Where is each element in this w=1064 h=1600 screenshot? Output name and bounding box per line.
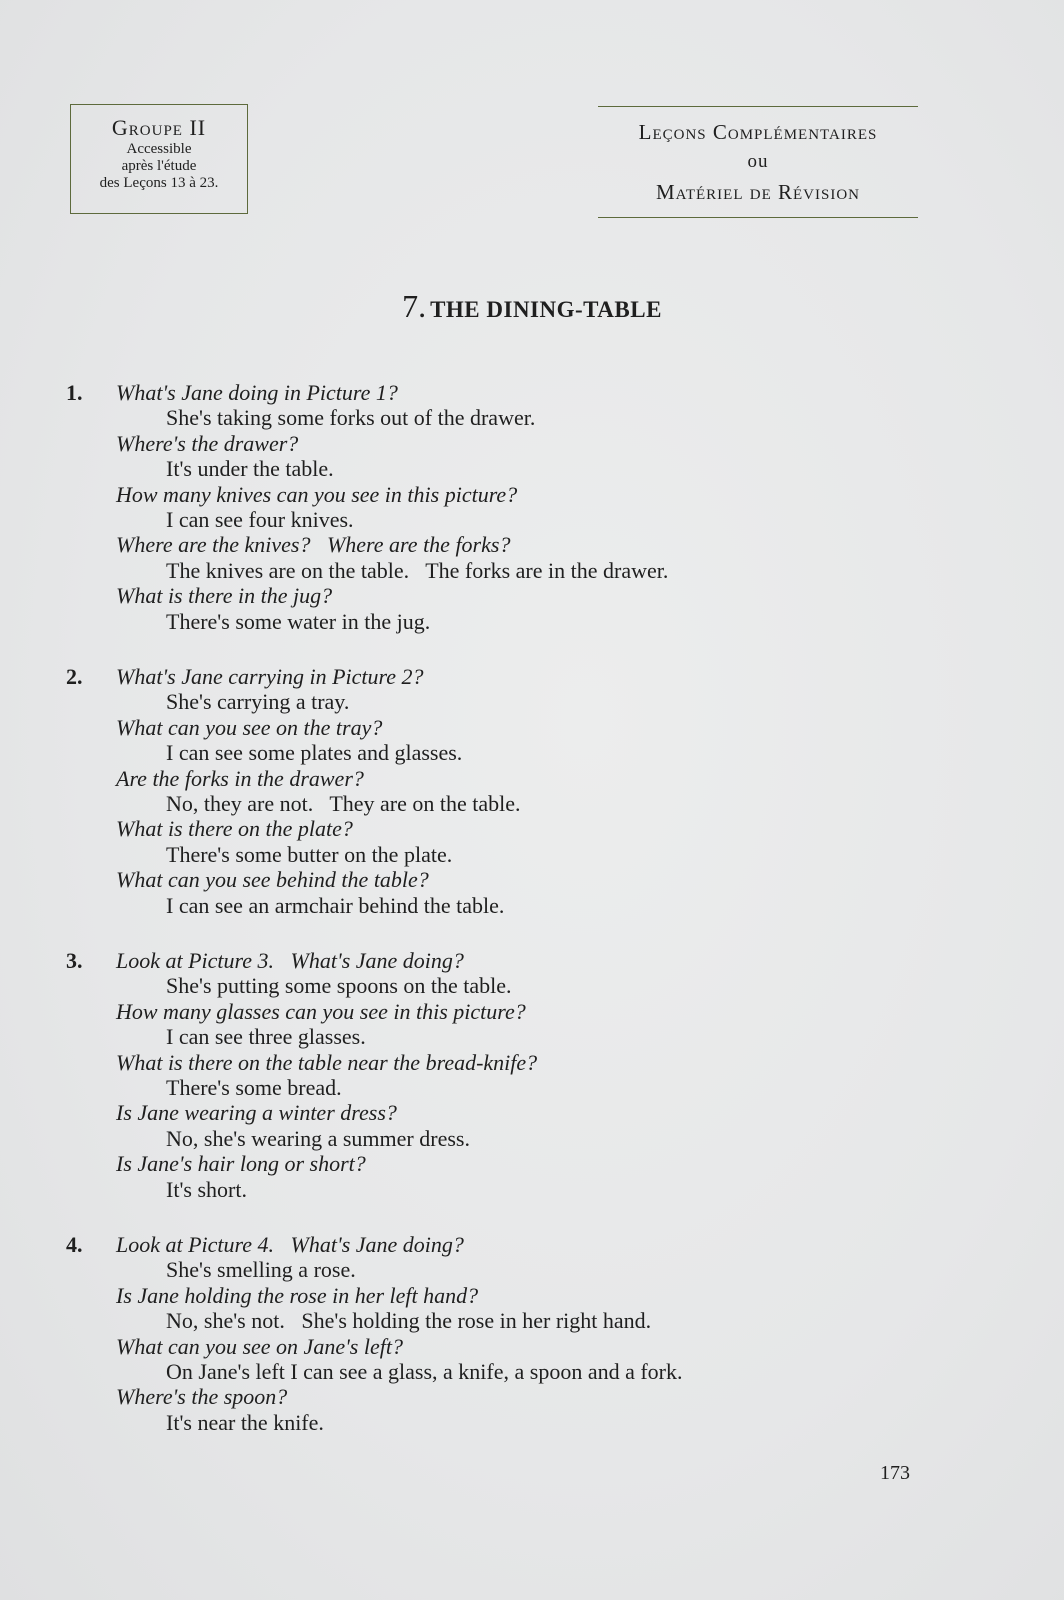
answer-line: She's smelling a rose. (166, 1257, 356, 1283)
lecons-header (598, 106, 918, 218)
group-title: Groupe II (111, 115, 207, 140)
page-number: 173 (880, 1462, 910, 1484)
answer-line: There's some bread. (166, 1075, 342, 1100)
section-number: 4. (66, 1232, 83, 1257)
group-box (70, 104, 248, 214)
group-line-1: Accessible (126, 141, 192, 157)
question-line: What is there on the plate? (116, 816, 353, 842)
lecons-line-1: Leçons Complémentaires (638, 120, 878, 144)
answer-line: It's under the table. (166, 456, 334, 482)
answer-line: It's short. (166, 1176, 247, 1202)
question-line: What can you see behind the table? (116, 867, 429, 893)
question-line: Is Jane wearing a winter dress? (116, 1100, 397, 1126)
question-line: What's Jane carrying in Picture 2? (116, 664, 424, 689)
section-number: 1. (66, 380, 83, 405)
answer-line: I can see three glasses. (166, 1024, 366, 1050)
lesson-number: 7. (402, 288, 427, 324)
lesson-title (0, 288, 1064, 325)
answer-line: No, they are not. They are on the table. (166, 791, 521, 816)
lecons-line-2: ou (747, 151, 769, 172)
answer-line: She's putting some spoons on the table. (166, 973, 512, 999)
answer-line: No, she's wearing a summer dress. (166, 1125, 470, 1151)
answer-line: There's some butter on the plate. (166, 841, 453, 867)
question-line: Are the forks in the drawer? (116, 765, 364, 791)
answer-line: I can see an armchair behind the table. (166, 892, 505, 918)
group-line-3: des Leçons 13 à 23. (99, 175, 219, 191)
lesson-title-text: THE DINING-TABLE (430, 297, 662, 322)
question-line: Is Jane's hair long or short? (116, 1151, 366, 1177)
section-number: 3. (66, 948, 83, 973)
answer-line: It's near the knife. (166, 1409, 324, 1435)
question-line: What can you see on the tray? (116, 714, 383, 740)
question-line: Look at Picture 3. What's Jane doing? (116, 948, 464, 973)
answer-line: There's some water in the jug. (166, 608, 431, 634)
answer-line: She's carrying a tray. (166, 689, 350, 715)
question-line: Where are the knives? Where are the forks? (116, 532, 511, 558)
question-line: What's Jane doing in Picture 1? (116, 380, 398, 405)
answer-line: The knives are on the table. The forks are in the drawer. (166, 557, 669, 583)
question-line: What can you see on Jane's left? (116, 1333, 403, 1359)
question-line: How many knives can you see in this picture? (116, 481, 518, 507)
answer-line: On Jane's left I can see a glass, a knife, a spoon and a fork. (166, 1359, 683, 1384)
answer-line: I can see four knives. (166, 507, 354, 532)
group-line-2: après l'étude (121, 158, 197, 174)
question-line: What is there on the table near the bread-knife? (116, 1049, 538, 1075)
answer-line: I can see some plates and glasses. (166, 740, 463, 766)
question-line: Is Jane holding the rose in her left hand? (116, 1282, 479, 1308)
lecons-line-3: Matériel de Révision (656, 180, 860, 204)
question-line: Where's the drawer? (116, 430, 299, 456)
answer-line: She's taking some forks out of the drawer. (166, 405, 536, 431)
question-line: Look at Picture 4. What's Jane doing? (116, 1232, 464, 1257)
question-line: What is there in the jug? (116, 583, 333, 609)
section-number: 2. (66, 664, 83, 689)
answer-line: No, she's not. She's holding the rose in her right hand. (166, 1308, 652, 1334)
question-line: Where's the spoon? (116, 1384, 288, 1410)
question-line: How many glasses can you see in this picture? (116, 998, 526, 1024)
